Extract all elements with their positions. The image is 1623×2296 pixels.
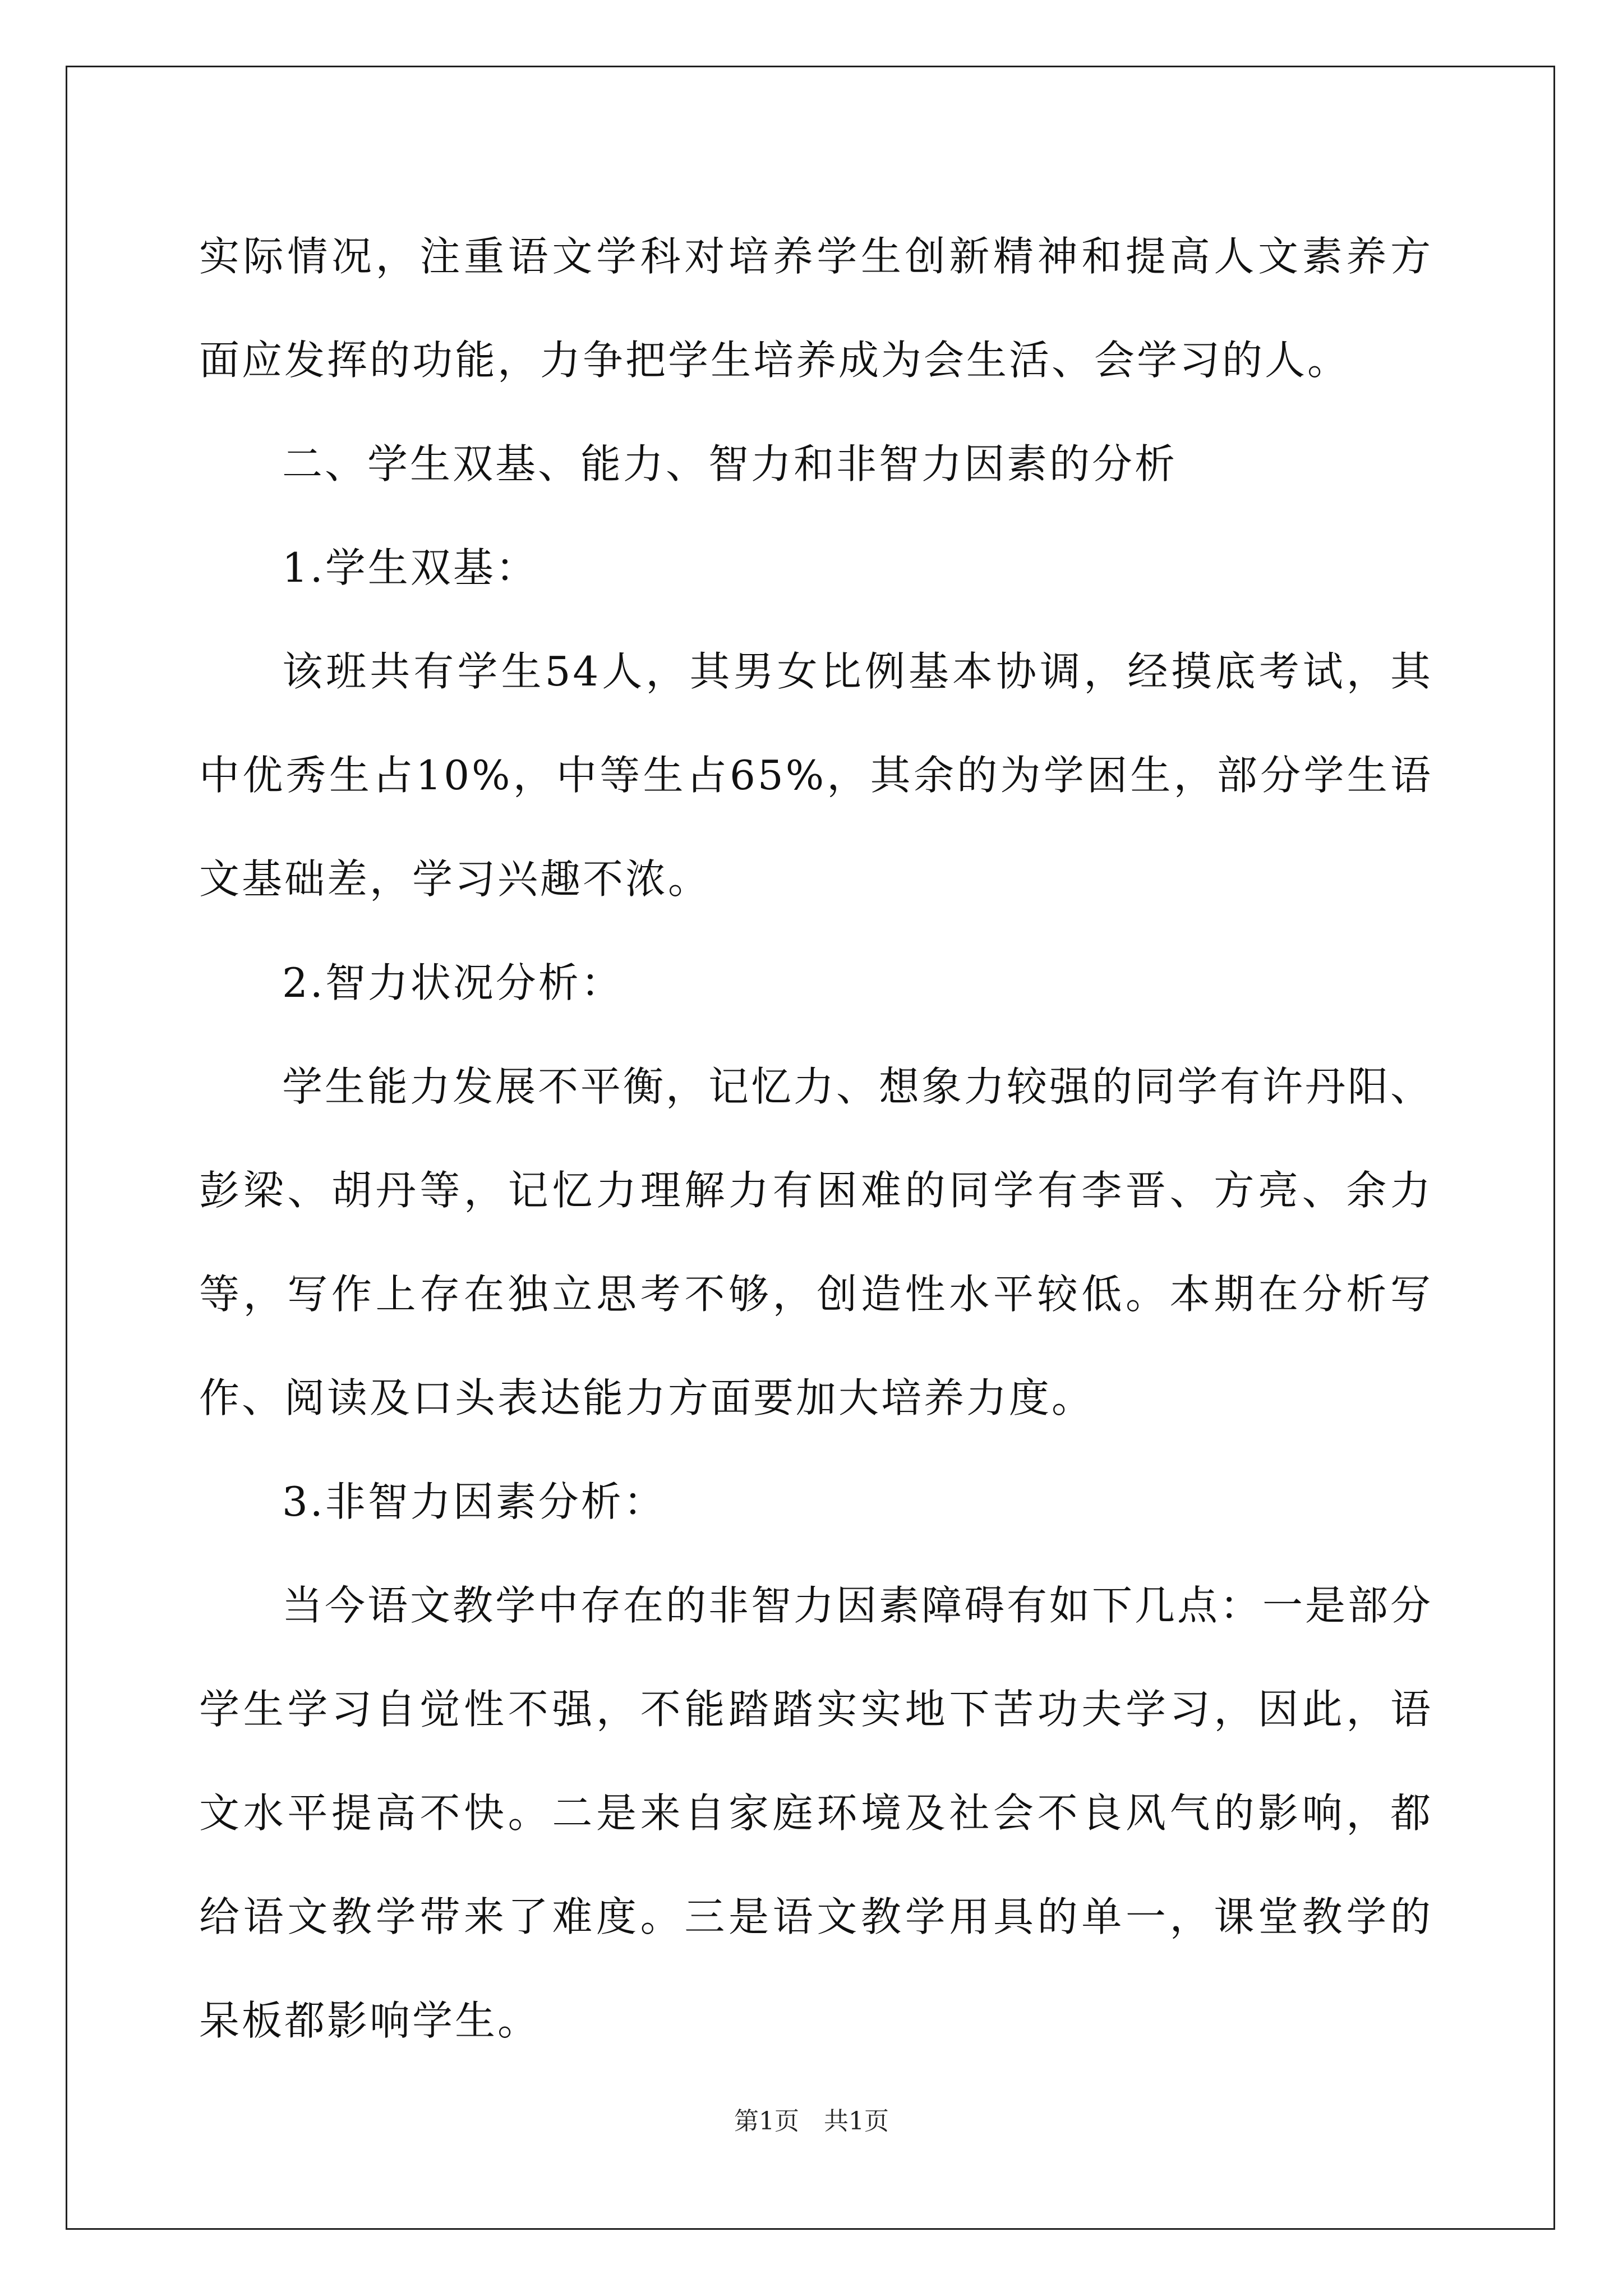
subheading-basics: 1.学生双基： [282,544,538,591]
paragraph-ability-development: 学生能力发展不平衡，记忆力、想象力较强的同学有许丹阳、彭梁、胡丹等，记忆力理解力有困难的同学有李晋、方亮、余力等，写作上存在独立思考不够，创造性水平较低。本期在分析写作、阅读及口头表达能力方面要加大培养力度。 [199,1063,1433,1421]
section-heading-analysis: 二、学生双基、能力、智力和非智力因素的分析 [282,440,1178,487]
document-body [199,205,1433,2073]
page-number-footer: 第1页 共1页 [734,2107,889,2136]
paragraph-obstacles: 当今语文教学中存在的非智力因素障碍有如下几点：一是部分学生学习自觉性不强，不能踏踏实实地下苦功夫学习，因此，语文水平提高不快。二是来自家庭环境及社会不良风气的影响，都给语文教学带来了难度。三是语文教学用具的单一，课堂教学的呆板都影响学生。 [199,1582,1433,2044]
paragraph-continuation: 实际情况，注重语文学科对培养学生创新精神和提高人文素养方面应发挥的功能，力争把学生培养成为会生活、会学习的人。 [199,233,1433,384]
paragraph-class-overview: 该班共有学生54人，其男女比例基本协调，经摸底考试，其中优秀生占10%，中等生占65%，其余的为学困生，部分学生语文基础差，学习兴趣不浓。 [199,648,1433,903]
subheading-intelligence: 2.智力状况分析： [282,959,624,1006]
subheading-non-intelligence: 3.非智力因素分析： [282,1478,666,1525]
